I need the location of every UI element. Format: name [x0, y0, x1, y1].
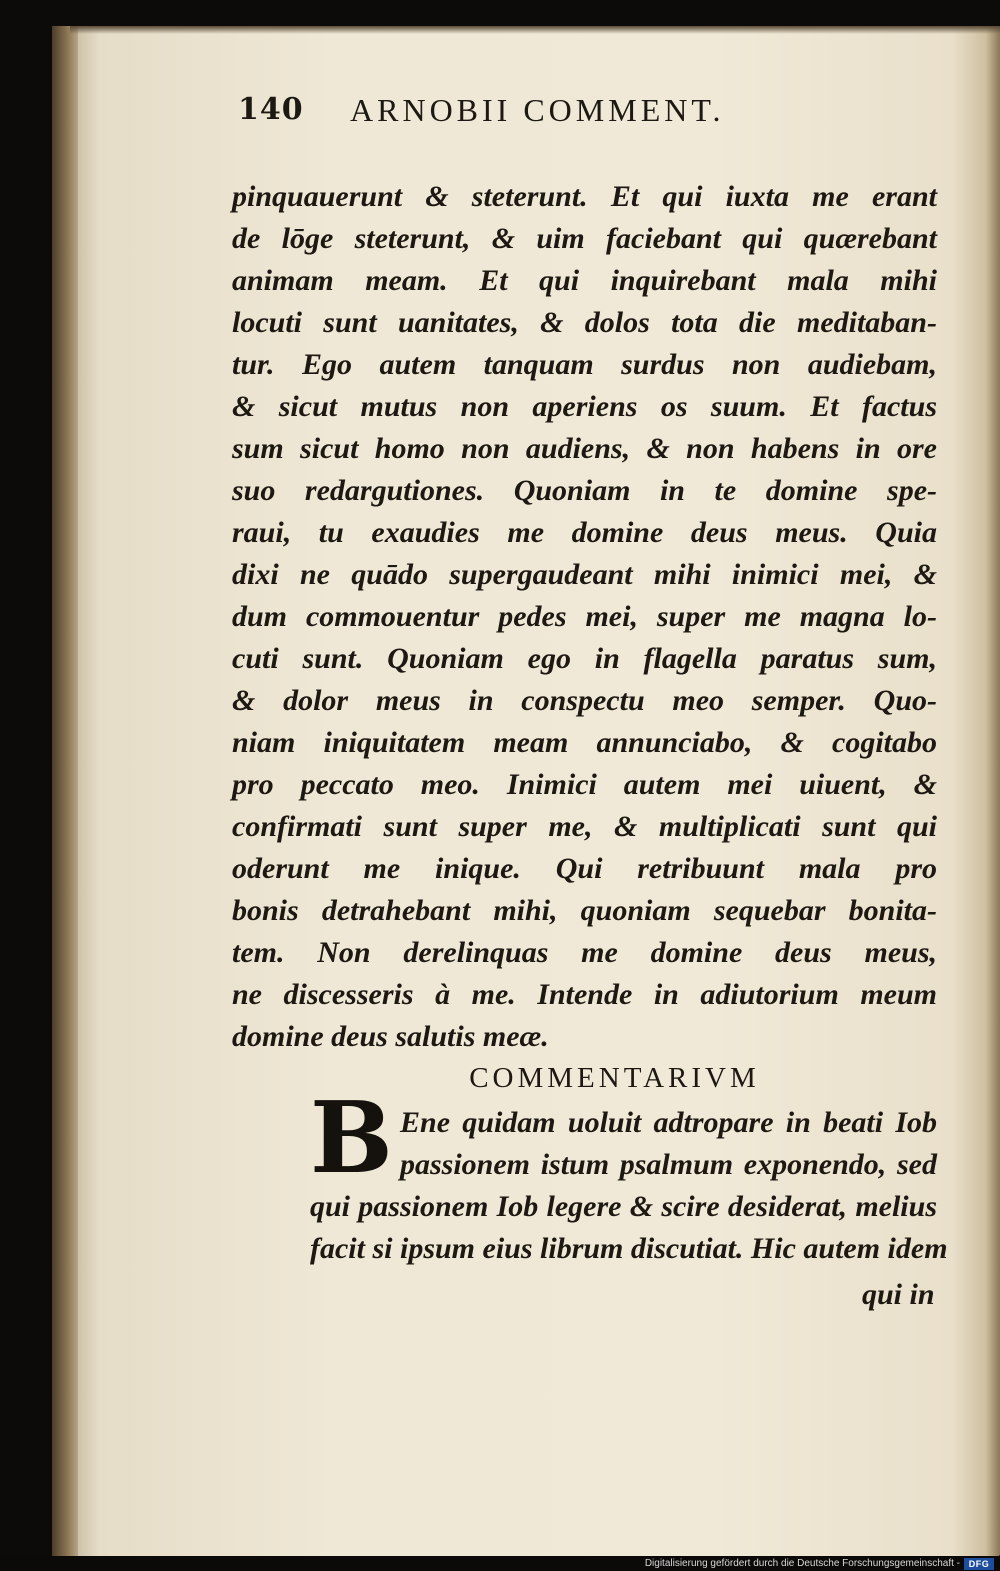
running-title: ARNOBII COMMENT.	[350, 92, 725, 128]
text-line: locuti sunt uanitates, & dolos tota die meditaban-	[232, 306, 937, 339]
text-line: confirmati sunt super me, & multiplicati sunt qui	[232, 810, 937, 843]
text-line: & sicut mutus non aperiens os suum. Et factus	[232, 390, 937, 423]
text-line-last: domine deus salutis meæ.	[232, 1020, 549, 1053]
text-line: niam iniquitatem meam annunciabo, & cogitabo	[232, 726, 937, 759]
text-line: pinquauerunt & steterunt. Et qui iuxta me erant	[232, 180, 937, 213]
text-line: pro peccato meo. Inimici autem mei uiuent, &	[232, 768, 937, 801]
footer-bar	[0, 1556, 1000, 1571]
text-line: qui passionem Iob legere & scire desiderat, melius	[310, 1190, 937, 1223]
commentary-heading: COMMENTARIVM	[469, 1062, 760, 1094]
text-line: ne discesseris à me. Intende in adiutorium meum	[232, 978, 937, 1011]
text-line: dum commouentur pedes mei, super me magna lo-	[232, 600, 937, 633]
text-line: facit si ipsum eius librum discutiat. Hic autem idem	[310, 1232, 948, 1265]
dfg-logo: DFG	[964, 1558, 994, 1570]
text-line: passionem istum psalmum exponendo, sed	[400, 1148, 937, 1181]
text-line: tur. Ego autem tanquam surdus non audiebam,	[232, 348, 937, 381]
text-line: dixi ne quādo supergaudeant mihi inimici mei, &	[232, 558, 937, 591]
psalm-text	[232, 176, 937, 1058]
text-line: bonis detrahebant mihi, quoniam sequebar bonita-	[232, 894, 937, 927]
text-line: tem. Non derelinquas me domine deus meus,	[232, 936, 937, 969]
text-line: Ene quidam uoluit adtropare in beati Iob	[400, 1106, 937, 1139]
running-head	[238, 92, 878, 136]
text-line: & dolor meus in conspectu meo semper. Quo-	[232, 684, 937, 717]
page-gutter-edge	[52, 26, 78, 1556]
text-line: animam meam. Et qui inquirebant mala mihi	[232, 264, 937, 297]
text-line: raui, tu exaudies me domine deus meus. Quia	[232, 516, 937, 549]
text-line: cuti sunt. Quoniam ego in flagella paratus sum,	[232, 642, 937, 675]
text-line: suo redargutiones. Quoniam in te domine spe-	[232, 474, 937, 507]
text-line: oderunt me inique. Qui retribuunt mala pro	[232, 852, 937, 885]
catchword: qui in	[862, 1278, 935, 1311]
drop-cap-initial: B	[310, 1081, 393, 1196]
text-line: de lōge steterunt, & uim faciebant qui quærebant	[232, 222, 937, 255]
page-number: 140	[238, 92, 304, 127]
page-top-edge	[70, 26, 1000, 34]
digitization-credit: Digitalisierung gefördert durch die Deutsche Forschungsgemeinschaft -	[644, 1558, 960, 1569]
text-line: sum sicut homo non audiens, & non habens in ore	[232, 432, 937, 465]
